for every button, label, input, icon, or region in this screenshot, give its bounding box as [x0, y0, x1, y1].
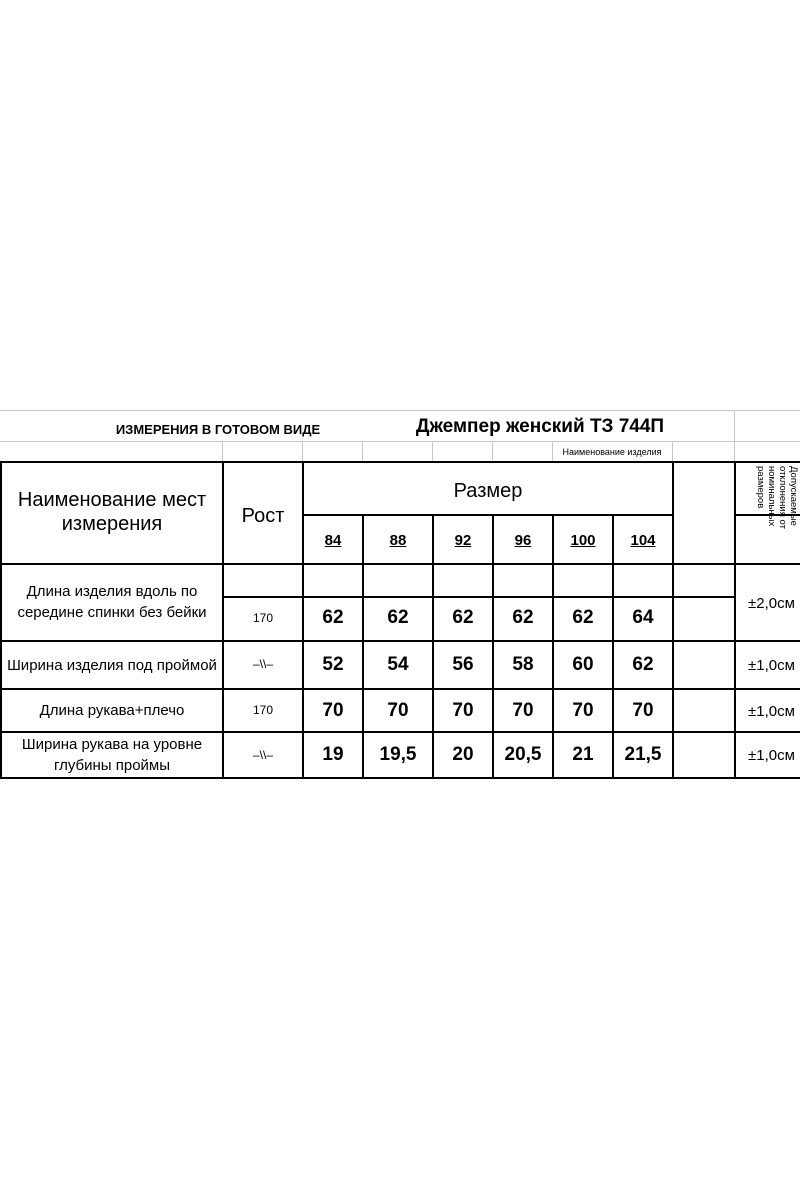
row-value: 64 — [632, 607, 654, 628]
row-value: 56 — [452, 654, 474, 675]
col-line — [492, 514, 494, 779]
table-bottom-border — [0, 777, 800, 779]
size-92: 92 — [454, 531, 472, 549]
size-104: 104 — [630, 531, 656, 549]
row-value: 54 — [387, 654, 409, 675]
table-top-border — [0, 461, 800, 463]
header-divider — [0, 441, 800, 442]
col-line — [672, 461, 674, 779]
row-value: 70 — [632, 700, 654, 721]
col-line — [432, 514, 434, 779]
size-header-divider — [302, 514, 672, 516]
grid-line — [734, 411, 735, 462]
product-title: Джемпер женский ТЗ 744П — [415, 416, 665, 437]
row-value: 52 — [322, 654, 344, 675]
row-growth: 170 — [252, 611, 274, 625]
grid-line — [222, 442, 223, 462]
size-88: 88 — [389, 531, 407, 549]
row-value: 62 — [572, 607, 594, 628]
row-growth: 170 — [252, 703, 274, 717]
row-growth: –\\– — [252, 748, 273, 762]
col-line — [734, 461, 736, 779]
row-tolerance: ±1,0см — [748, 702, 795, 720]
tolerance-header: Допускаемые отклонения от номинальных размеров — [755, 466, 799, 529]
row-value: 62 — [632, 654, 654, 675]
place-header: Наименование мест измерения — [17, 489, 207, 535]
size-100: 100 — [570, 531, 596, 549]
grid-line — [672, 442, 673, 462]
size-96: 96 — [514, 531, 532, 549]
row-value: 70 — [572, 700, 594, 721]
grid-line — [432, 442, 433, 462]
row-value: 60 — [572, 654, 594, 675]
row-value: 62 — [322, 607, 344, 628]
col-line — [552, 514, 554, 779]
row-value: 70 — [387, 700, 409, 721]
growth-header: Рост — [241, 505, 285, 527]
col-line — [362, 514, 364, 779]
row-tolerance: ±1,0см — [748, 656, 795, 674]
measurements-label: ИЗМЕРЕНИЯ В ГОТОВОМ ВИДЕ — [115, 421, 321, 437]
row-value: 70 — [512, 700, 534, 721]
col-line — [612, 514, 614, 779]
table-left-border — [0, 461, 2, 779]
grid-line — [362, 442, 363, 462]
row1-inner-divider — [222, 596, 734, 598]
row-value: 70 — [452, 700, 474, 721]
row-value: 20 — [452, 744, 474, 765]
row-value: 62 — [512, 607, 534, 628]
row-value: 62 — [452, 607, 474, 628]
row-value: 58 — [512, 654, 534, 675]
row-tolerance: ±2,0см — [748, 594, 795, 612]
row-value: 20,5 — [504, 744, 542, 765]
row-value: 19 — [322, 744, 344, 765]
header-bottom-border — [0, 563, 800, 565]
row-value: 62 — [387, 607, 409, 628]
product-name-caption: Наименование изделия — [562, 447, 662, 457]
row-label: Ширина изделия под проймой — [7, 656, 217, 674]
row-value: 21 — [572, 744, 594, 765]
grid-line — [492, 442, 493, 462]
grid-line — [302, 442, 303, 462]
row-tolerance: ±1,0см — [748, 746, 795, 764]
row-value: 70 — [322, 700, 344, 721]
size-header: Размер — [453, 480, 523, 502]
row-value: 19,5 — [379, 744, 417, 765]
row-label: Ширина рукава на уровне глубины проймы — [21, 736, 203, 774]
row-growth: –\\– — [252, 657, 273, 671]
row-label: Длина изделия вдоль по середине спинки без бейки — [17, 583, 207, 621]
size-84: 84 — [324, 531, 342, 549]
row-value: 21,5 — [624, 744, 662, 765]
top-border — [0, 410, 800, 411]
row-label: Длина рукава+плечо — [39, 702, 185, 719]
